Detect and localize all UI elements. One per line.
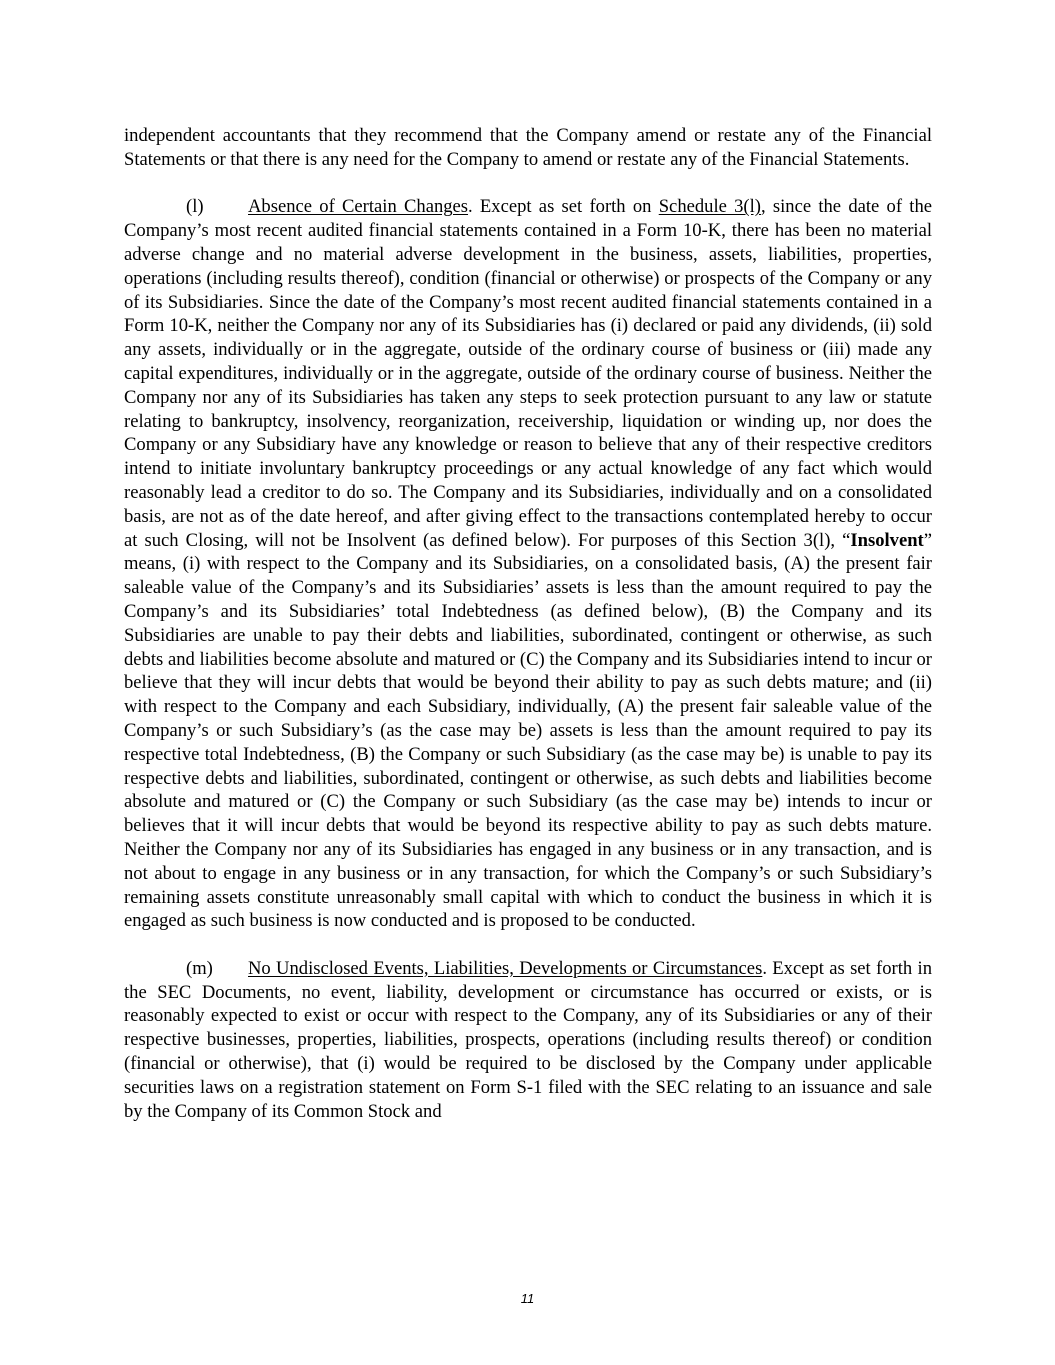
section-m-paragraph bbox=[124, 957, 932, 1124]
section-m-body: . Except as set forth in the SEC Documents, no event, liability, development or circumstance has occurred or exists, or is reasonably expected to exist or occur with respect to the Company, any of its Subsidiaries or any of their respective businesses, properties, liabilities, prospects, operations (including results thereof) or condition (financial or otherwise), that (i) would be required to be disclosed by the Company under applicable securities laws on a registration statement on Form S-1 filed with the SEC relating to an issuance and sale by the Company of its Common Stock and bbox=[124, 957, 932, 1122]
section-m-marker: (m) bbox=[186, 957, 213, 979]
document-page bbox=[124, 124, 932, 1147]
section-m-heading: No Undisclosed Events, Liabilities, Developments or Circumstances bbox=[248, 957, 763, 979]
section-l-marker: (l) bbox=[186, 196, 204, 218]
section-l-body-1: , since the date of the Company’s most recent audited financial statements contained in a Form 10-K, there has been no material adverse change and no material adverse development in the business, assets, liabilities, properties, operations (including results thereof), condition (financial or otherwise) or prospects of the Company or any of its Subsidiaries. Since the date of the Company’s most recent audited financial statements contained in a Form 10-K, neither the Company nor any of its Subsidiaries has (i) declared or paid any dividends, (ii) sold any assets, individually or in the aggregate, outside of the ordinary course of business or (iii) made any capital expenditures, individually or in the aggregate, outside of the ordinary course of business. Neither the Company nor any of its Subsidiaries has taken any steps to seek protection pursuant to any law or statute relating to bankruptcy, insolvency, reorganization, receivership, liquidation or winding up, nor does the Company or any Subsidiary have any knowledge or reason to believe that any of their respective creditors intend to initiate involuntary bankruptcy proceedings or any actual knowledge of any fact which would reasonably lead a creditor to do so. The Company and its Subsidiaries, individually and on a consolidated basis, are not as of the date hereof, and after giving effect to the transactions contemplated hereby to occur at such Closing, will not be Insolvent (as defined below). For purposes of this Section 3(l), “ bbox=[124, 196, 932, 551]
section-l-body-2: ” means, (i) with respect to the Company and its Subsidiaries, on a consolidated basis, (A) the present fair saleable value of the Company’s and its Subsidiaries’ assets is less than the amount required to pay the Company’s and its Subsidiaries’ total Indebtedness (as defined below), (B) the Company and its Subsidiaries are unable to pay their debts and liabilities, subordinated, contingent or otherwise, as such debts and liabilities become absolute and matured or (C) the Company and its Subsidiaries intend to incur or believe that they will incur debts that would be beyond their ability to pay as such debts mature; and (ii) with respect to the Company and each Subsidiary, individually, (A) the present fair saleable value of the Company’s or such Subsidiary’s (as the case may be) assets is less than the amount required to pay its respective total Indebtedness, (B) the Company or such Subsidiary (as the case may be) is unable to pay its respective debts and liabilities, subordinated, contingent or otherwise, as such debts and liabilities become absolute and matured or (C) the Company or such Subsidiary (as the case may be) intends to incur or believes that it will incur debts that would be beyond its respective ability to pay as such debts mature. Neither the Company nor any of its Subsidiaries has engaged in any business or in any transaction, and is not about to engage in any business or in any transaction, for which the Company’s or such Subsidiary’s remaining assets constitute unreasonably small capital with which to conduct the business in which it is engaged as such business is now conducted and is proposed to be conducted. bbox=[124, 529, 932, 932]
section-l-intro: . Except as set forth on bbox=[468, 196, 659, 218]
section-l-paragraph bbox=[124, 195, 932, 933]
schedule-reference: Schedule 3(l) bbox=[658, 196, 761, 218]
continuation-paragraph bbox=[124, 124, 932, 172]
section-l-heading: Absence of Certain Changes bbox=[248, 196, 469, 218]
defined-term-insolvent: Insolvent bbox=[850, 529, 924, 551]
page-number: 11 bbox=[520, 1291, 535, 1306]
continuation-text: independent accountants that they recommend that the Company amend or restate any of the Financial Statements or that there is any need for the Company to amend or restate any of the Financial Statements. bbox=[124, 125, 932, 170]
